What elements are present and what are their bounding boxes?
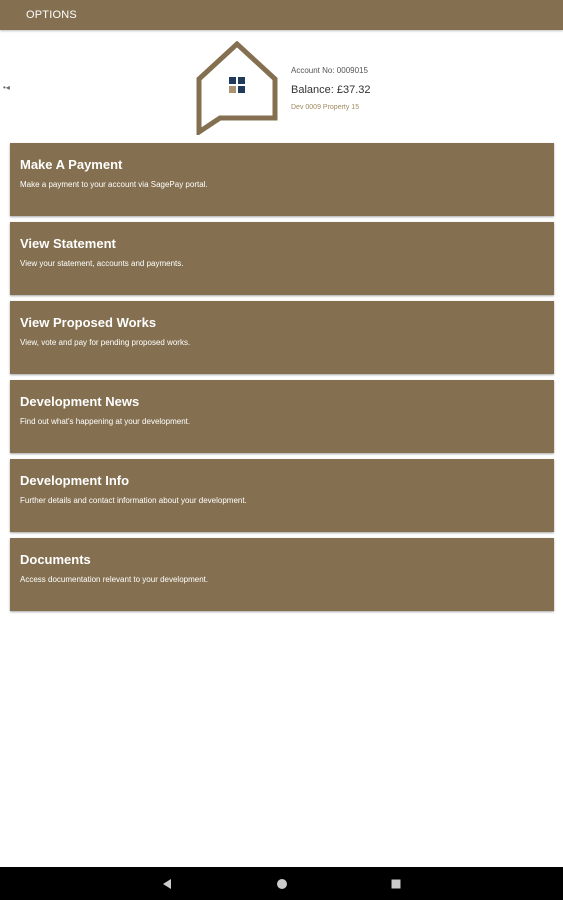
card-title: Development News xyxy=(20,394,140,409)
options-menu xyxy=(10,143,554,617)
card-title: View Statement xyxy=(20,236,116,251)
home-circle-icon[interactable] xyxy=(274,876,290,892)
card-description: Find out what's happening at your development. xyxy=(20,417,191,426)
card-title: Documents xyxy=(20,552,91,567)
app-bar xyxy=(0,0,563,30)
account-summary xyxy=(291,66,371,112)
account-number: Account No: 0009015 xyxy=(291,66,368,75)
card-title: Development Info xyxy=(20,473,130,488)
recents-square-icon[interactable] xyxy=(388,876,404,892)
card-description: View, vote and pay for pending proposed works. xyxy=(20,338,191,347)
back-arrow-icon[interactable]: •◂ xyxy=(3,83,10,92)
development-property: Dev 0009 Property 15 xyxy=(291,104,360,111)
account-balance: Balance: £37.32 xyxy=(291,84,371,96)
development-news-card[interactable] xyxy=(10,380,554,453)
card-description: Access documentation relevant to your development. xyxy=(20,575,209,584)
development-info-card[interactable] xyxy=(10,459,554,532)
back-triangle-icon[interactable] xyxy=(160,876,176,892)
documents-card[interactable] xyxy=(10,538,554,611)
view-statement-card[interactable] xyxy=(10,222,554,295)
system-navigation-bar xyxy=(0,867,563,900)
card-description: View your statement, accounts and payments. xyxy=(20,259,184,268)
card-description: Make a payment to your account via SagePay portal. xyxy=(20,180,208,189)
view-proposed-works-card[interactable] xyxy=(10,301,554,374)
card-title: Make A Payment xyxy=(20,157,123,172)
card-description: Further details and contact information about your development. xyxy=(20,496,247,505)
house-logo xyxy=(196,41,278,135)
make-payment-card[interactable] xyxy=(10,143,554,216)
card-title: View Proposed Works xyxy=(20,315,157,330)
app-bar-title: OPTIONS xyxy=(26,9,77,21)
